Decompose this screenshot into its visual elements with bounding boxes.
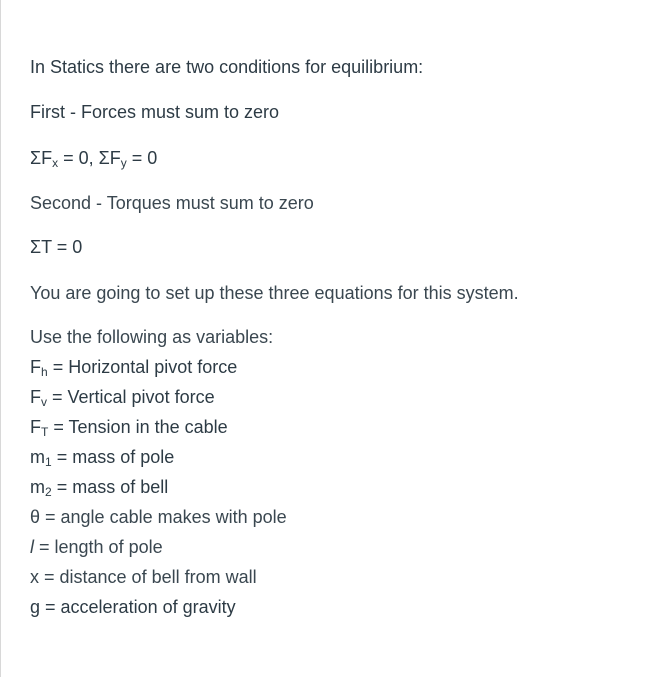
variable-subscript: v — [41, 395, 47, 409]
variable-m1 — [30, 446, 174, 468]
variable-description: = length of pole — [34, 537, 163, 557]
force-equation — [30, 147, 157, 169]
intro-text: In Statics there are two conditions for equilibrium: — [30, 57, 424, 77]
torque-equation: ΣT = 0 — [30, 237, 83, 257]
force-eq-sub-y: y — [120, 156, 127, 170]
variable-symbol: θ — [30, 507, 41, 527]
variable-symbol: F — [30, 417, 41, 437]
variable-description: = Horizontal pivot force — [47, 357, 238, 377]
variable-symbol: F — [30, 387, 41, 407]
variable-subscript: h — [41, 365, 48, 379]
force-eq-sub-x: x — [52, 156, 59, 170]
variable-fh — [30, 356, 237, 378]
variable-description: = distance of bell from wall — [39, 567, 257, 587]
variable-subscript: 1 — [45, 455, 52, 469]
variable-theta — [30, 506, 287, 528]
variable-symbol: m — [30, 447, 45, 467]
variable-subscript: 2 — [45, 485, 52, 499]
variable-description: = Vertical pivot force — [47, 387, 215, 407]
variable-symbol: l — [30, 537, 34, 557]
first-condition-text: First - Forces must sum to zero — [30, 102, 280, 122]
variable-description: = Tension in the cable — [48, 417, 228, 437]
variable-fv — [30, 386, 215, 408]
variable-ft — [30, 416, 228, 438]
variable-description: = mass of pole — [51, 447, 175, 467]
variables-heading: Use the following as variables: — [30, 327, 274, 347]
variable-description: = acceleration of gravity — [40, 597, 236, 617]
variable-symbol: x — [30, 567, 39, 587]
second-condition-text: Second - Torques must sum to zero — [30, 193, 314, 213]
variable-g — [30, 596, 236, 618]
variable-x — [30, 566, 257, 588]
variable-subscript: T — [41, 425, 49, 439]
force-eq-part3: = 0 — [126, 148, 158, 168]
variable-description: = mass of bell — [51, 477, 169, 497]
task-text: You are going to set up these three equations for this system. — [30, 283, 519, 303]
variable-symbol: m — [30, 477, 45, 497]
variable-l — [30, 536, 163, 558]
variable-m2 — [30, 476, 168, 498]
variable-description: = angle cable makes with pole — [40, 507, 287, 527]
variable-symbol: g — [30, 597, 41, 617]
variable-symbol: F — [30, 357, 41, 377]
force-eq-part2: = 0, ΣF — [58, 148, 121, 168]
force-eq-part1: ΣF — [30, 148, 53, 168]
